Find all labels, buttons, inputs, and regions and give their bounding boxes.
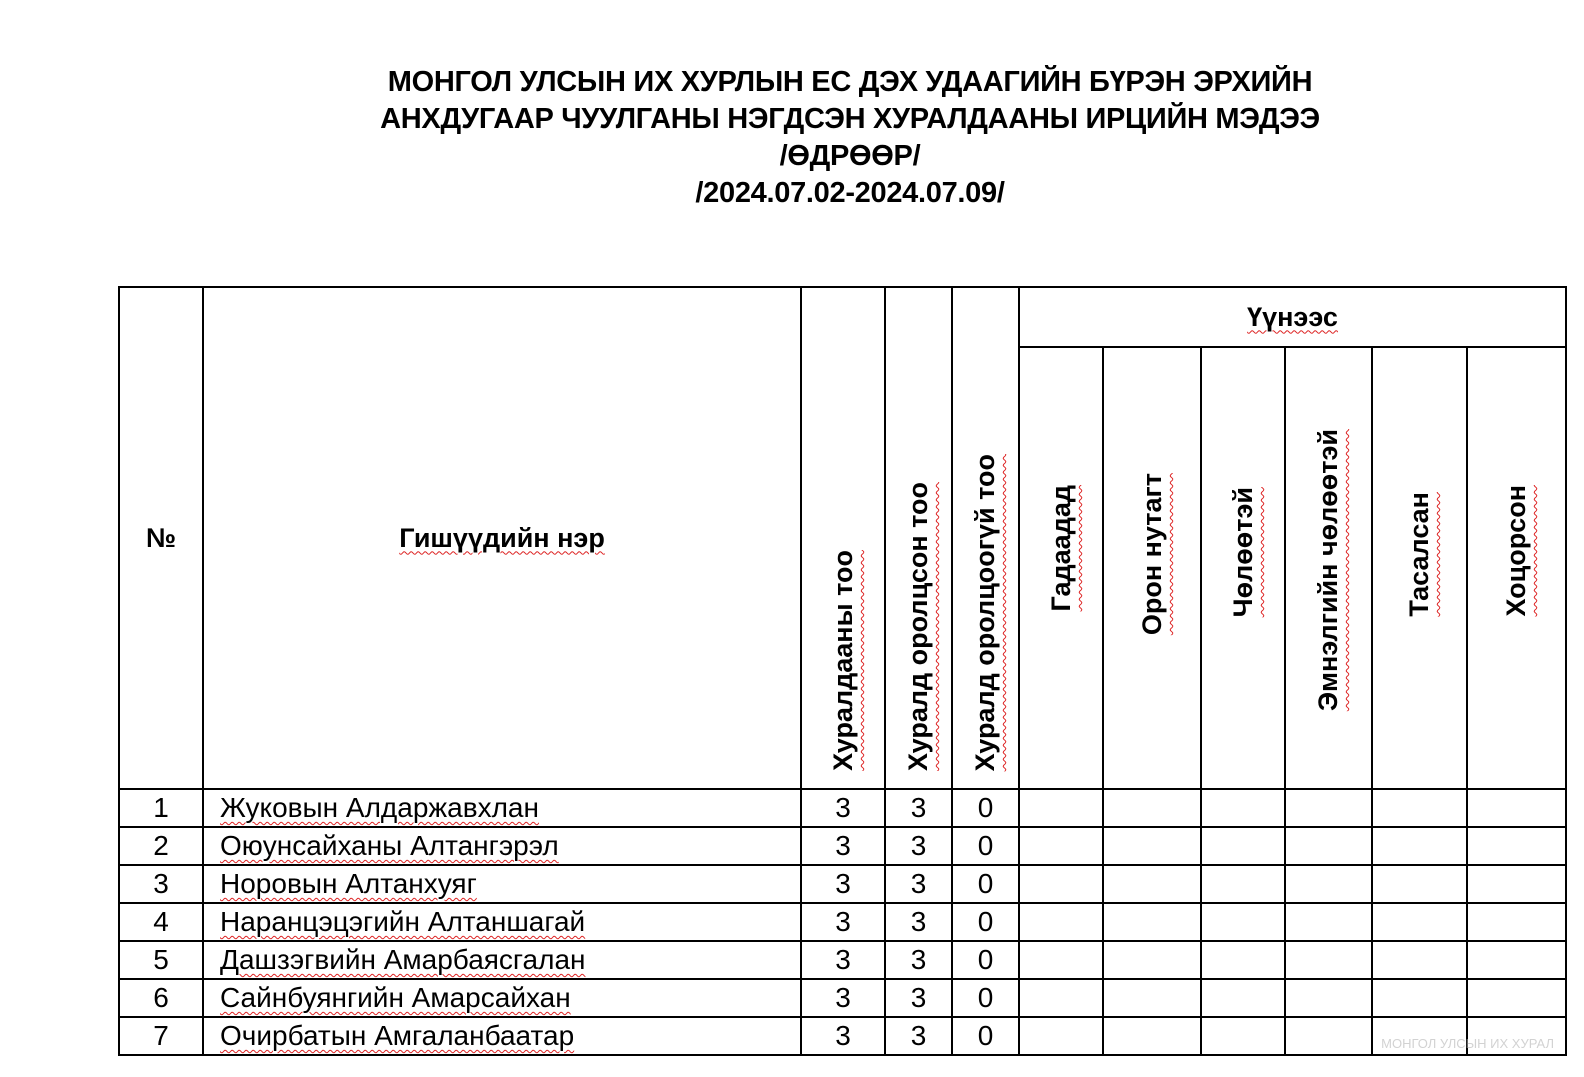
title-line-3: /ӨДРӨӨР/ bbox=[779, 140, 921, 172]
reason-medical-cell bbox=[1285, 941, 1372, 979]
row-number: 1 bbox=[119, 789, 203, 827]
reason-late-cell bbox=[1467, 941, 1566, 979]
header-attended-label: Хуралд оролцсон тоо bbox=[903, 482, 933, 771]
sessions-count: 3 bbox=[801, 827, 885, 865]
not-attended-count: 0 bbox=[952, 979, 1019, 1017]
header-reason-leave-label: Чөлөөтэй bbox=[1227, 486, 1258, 617]
header-attended bbox=[885, 287, 952, 789]
not-attended-count: 0 bbox=[952, 941, 1019, 979]
table-row bbox=[119, 827, 1566, 865]
header-reason-local bbox=[1103, 347, 1201, 789]
not-attended-count: 0 bbox=[952, 1017, 1019, 1055]
reason-leave-cell bbox=[1201, 903, 1285, 941]
reason-absent-cell bbox=[1372, 979, 1467, 1017]
member-name-text: Норовын Алтанхуяг bbox=[220, 868, 477, 899]
sessions-count: 3 bbox=[801, 941, 885, 979]
reason-local-cell bbox=[1103, 865, 1201, 903]
sessions-count: 3 bbox=[801, 789, 885, 827]
title-line-2: АНХДУГААР ЧУУЛГАНЫ НЭГДСЭН ХУРАЛДААНЫ ИРЦИЙН МЭДЭЭ bbox=[380, 103, 1320, 135]
reason-medical-cell bbox=[1285, 1017, 1372, 1055]
header-reason-medical bbox=[1285, 347, 1372, 789]
attendance-rows bbox=[119, 789, 1566, 1055]
row-number: 6 bbox=[119, 979, 203, 1017]
header-reason-abroad-label: Гадаадад bbox=[1045, 484, 1076, 611]
sessions-count: 3 bbox=[801, 903, 885, 941]
reason-abroad-cell bbox=[1019, 903, 1103, 941]
reason-abroad-cell bbox=[1019, 941, 1103, 979]
reason-leave-cell bbox=[1201, 827, 1285, 865]
reason-local-cell bbox=[1103, 941, 1201, 979]
header-reason-abroad bbox=[1019, 347, 1103, 789]
row-number: 3 bbox=[119, 865, 203, 903]
sessions-count: 3 bbox=[801, 979, 885, 1017]
member-name bbox=[203, 827, 801, 865]
reason-absent-cell bbox=[1372, 865, 1467, 903]
header-number bbox=[119, 287, 203, 789]
header-reason-group bbox=[1019, 287, 1566, 347]
reason-absent-cell bbox=[1372, 903, 1467, 941]
reason-absent-cell bbox=[1372, 789, 1467, 827]
reason-late-cell bbox=[1467, 979, 1566, 1017]
title-line-1: МОНГОЛ УЛСЫН ИХ ХУРЛЫН ЕС ДЭХ УДААГИЙН БҮРЭН ЭРХИЙН bbox=[387, 66, 1313, 98]
reason-late-cell bbox=[1467, 789, 1566, 827]
reason-local-cell bbox=[1103, 1017, 1201, 1055]
attended-count: 3 bbox=[885, 941, 952, 979]
reason-local-cell bbox=[1103, 789, 1201, 827]
row-number: 4 bbox=[119, 903, 203, 941]
header-reason-group-label: Үүнээс bbox=[1247, 301, 1338, 332]
reason-leave-cell bbox=[1201, 941, 1285, 979]
member-name bbox=[203, 789, 801, 827]
member-name-text: Оюунсайханы Алтангэрэл bbox=[220, 830, 559, 861]
attended-count: 3 bbox=[885, 1017, 952, 1055]
not-attended-count: 0 bbox=[952, 865, 1019, 903]
table-row bbox=[119, 903, 1566, 941]
reason-abroad-cell bbox=[1019, 827, 1103, 865]
header-not-attended bbox=[952, 287, 1019, 789]
reason-absent-cell bbox=[1372, 941, 1467, 979]
reason-abroad-cell bbox=[1019, 789, 1103, 827]
row-number: 2 bbox=[119, 827, 203, 865]
member-name bbox=[203, 865, 801, 903]
member-name bbox=[203, 979, 801, 1017]
reason-leave-cell bbox=[1201, 865, 1285, 903]
header-sessions bbox=[801, 287, 885, 789]
header-reason-late-label: Хоцорсон bbox=[1501, 485, 1531, 617]
table-row bbox=[119, 865, 1566, 903]
not-attended-count: 0 bbox=[952, 789, 1019, 827]
member-name bbox=[203, 941, 801, 979]
member-name-text: Наранцэцэгийн Алтаншагай bbox=[220, 906, 586, 937]
header-reason-absent-label: Тасалсан bbox=[1404, 492, 1434, 617]
title-line-4: /2024.07.02-2024.07.09/ bbox=[695, 177, 1005, 209]
reason-leave-cell bbox=[1201, 789, 1285, 827]
attended-count: 3 bbox=[885, 979, 952, 1017]
row-number: 7 bbox=[119, 1017, 203, 1055]
table-row bbox=[119, 789, 1566, 827]
document-title bbox=[0, 64, 1584, 212]
attendance-table bbox=[118, 286, 1567, 1056]
reason-late-cell bbox=[1467, 903, 1566, 941]
member-name bbox=[203, 903, 801, 941]
header-not-attended-label: Хуралд оролцоогүй тоо bbox=[970, 453, 1000, 771]
not-attended-count: 0 bbox=[952, 903, 1019, 941]
header-name-label: Гишүүдийн нэр bbox=[399, 522, 605, 553]
reason-medical-cell bbox=[1285, 979, 1372, 1017]
header-name bbox=[203, 287, 801, 789]
reason-abroad-cell bbox=[1019, 979, 1103, 1017]
reason-medical-cell bbox=[1285, 865, 1372, 903]
member-name-text: Жуковын Алдаржавхлан bbox=[220, 792, 539, 823]
reason-late-cell bbox=[1467, 827, 1566, 865]
header-reason-absent bbox=[1372, 347, 1467, 789]
reason-medical-cell bbox=[1285, 903, 1372, 941]
reason-medical-cell bbox=[1285, 827, 1372, 865]
header-sessions-label: Хуралдааны тоо bbox=[827, 550, 858, 771]
attended-count: 3 bbox=[885, 903, 952, 941]
table-row bbox=[119, 979, 1566, 1017]
sessions-count: 3 bbox=[801, 865, 885, 903]
table-row bbox=[119, 1017, 1566, 1055]
member-name-text: Сайнбуянгийн Амарсайхан bbox=[220, 982, 571, 1013]
reason-medical-cell bbox=[1285, 789, 1372, 827]
reason-local-cell bbox=[1103, 979, 1201, 1017]
attended-count: 3 bbox=[885, 789, 952, 827]
member-name-text: Дашзэгвийн Амарбаясгалан bbox=[220, 944, 586, 975]
reason-leave-cell bbox=[1201, 1017, 1285, 1055]
not-attended-count: 0 bbox=[952, 827, 1019, 865]
reason-leave-cell bbox=[1201, 979, 1285, 1017]
reason-local-cell bbox=[1103, 903, 1201, 941]
header-reason-late bbox=[1467, 347, 1566, 789]
reason-abroad-cell bbox=[1019, 1017, 1103, 1055]
attended-count: 3 bbox=[885, 865, 952, 903]
reason-local-cell bbox=[1103, 827, 1201, 865]
header-reason-local-label: Орон нутагт bbox=[1136, 472, 1167, 635]
member-name bbox=[203, 1017, 801, 1055]
row-number: 5 bbox=[119, 941, 203, 979]
header-number-label: № bbox=[145, 522, 177, 553]
reason-late-cell bbox=[1467, 865, 1566, 903]
table-row bbox=[119, 941, 1566, 979]
attended-count: 3 bbox=[885, 827, 952, 865]
header-reason-medical-label: Эмнэлгийн чөлөөтэй bbox=[1313, 428, 1343, 711]
sessions-count: 3 bbox=[801, 1017, 885, 1055]
watermark: МОНГОЛ УЛСЫН ИХ ХУРАЛ bbox=[1381, 1036, 1554, 1051]
header-reason-leave bbox=[1201, 347, 1285, 789]
reason-abroad-cell bbox=[1019, 865, 1103, 903]
reason-absent-cell bbox=[1372, 827, 1467, 865]
member-name-text: Очирбатын Амгаланбаатар bbox=[220, 1020, 575, 1051]
